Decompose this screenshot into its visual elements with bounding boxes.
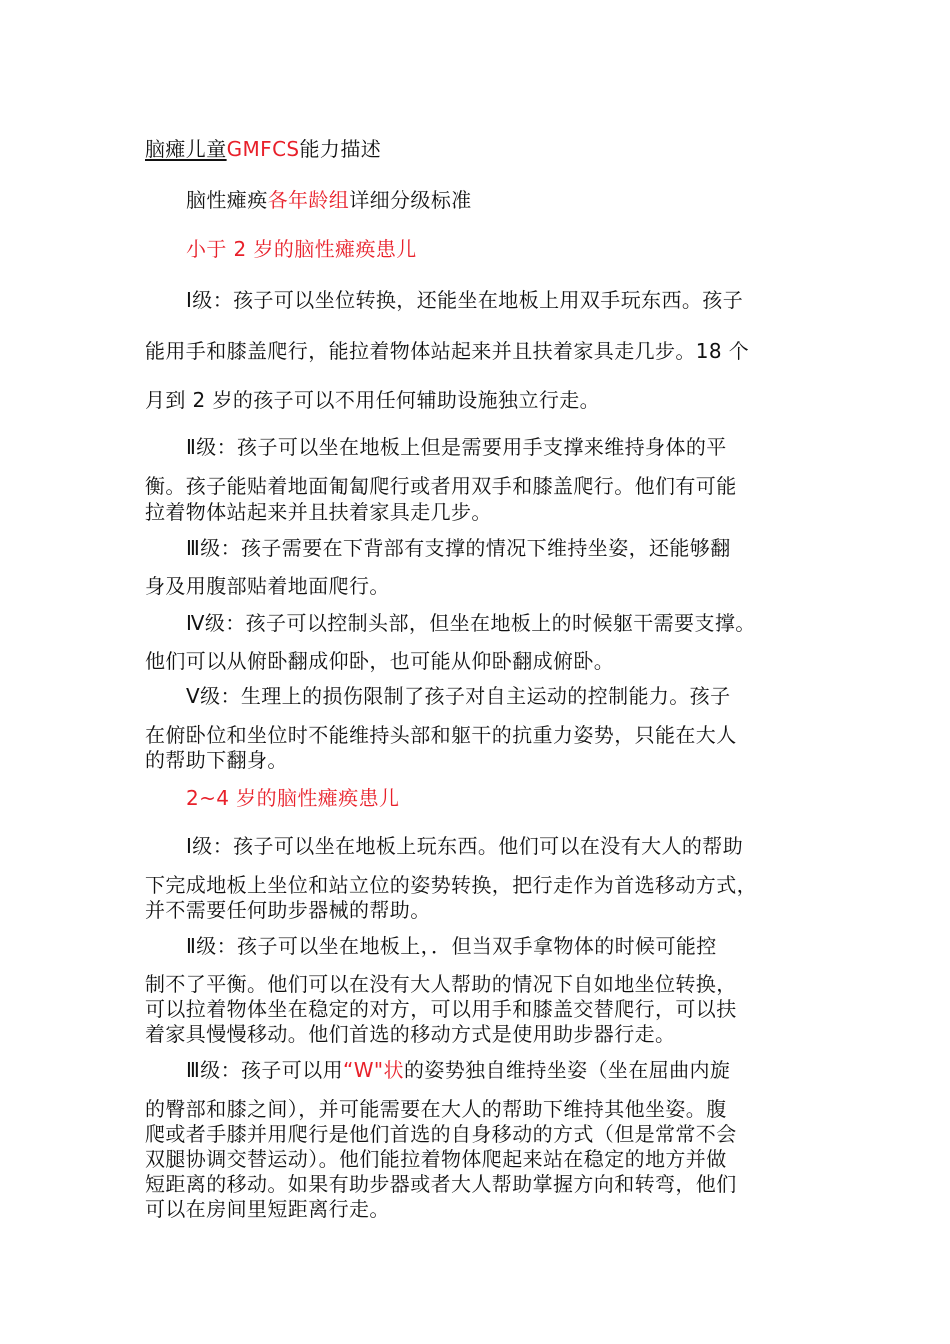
paragraph-line: Ⅰ级：孩子可以坐在地板上玩东西。他们可以在没有大人的帮助 (186, 834, 744, 858)
subtitle-part-1: 脑性瘫痪 (186, 188, 268, 212)
paragraph-line: 能用手和膝盖爬行，能拉着物体站起来并且扶着家具走几步。18 个 (145, 339, 750, 363)
title-part-1: 脑瘫儿童 (145, 137, 227, 161)
paragraph-line: 身及用腹部贴着地面爬行。 (145, 574, 390, 598)
document-subtitle (186, 188, 472, 212)
document-title (145, 137, 381, 161)
section-heading-under-2: 小于 2 岁的脑性瘫痪患儿 (186, 237, 417, 261)
paragraph-line: 短距离的移动。如果有助步器或者大人帮助掌握方向和转弯，他们 (145, 1172, 737, 1196)
paragraph-line: 着家具慢慢移动。他们首选的移动方式是使用助步器行走。 (145, 1022, 676, 1046)
paragraph-line: 衡。孩子能贴着地面匍匐爬行或者用双手和膝盖爬行。他们有可能 (145, 474, 737, 498)
subtitle-part-2: 各年龄组 (267, 188, 350, 212)
title-part-2: GMFCS (226, 137, 300, 161)
paragraph-line: 的臀部和膝之间），并可能需要在大人的帮助下维持其他坐姿。腹 (145, 1097, 727, 1121)
paragraph-line: 可以拉着物体坐在稳定的对方，可以用手和膝盖交替爬行，可以扶 (145, 997, 737, 1021)
paragraph-line: Ⅲ级：孩子需要在下背部有支撑的情况下维持坐姿，还能够翻 (186, 536, 731, 560)
paragraph-line: 并不需要任何助步器械的帮助。 (145, 898, 431, 922)
paragraph-line: 双腿协调交替运动）。他们能拉着物体爬起来站在稳定的地方并做 (145, 1147, 727, 1171)
paragraph-line: 月到 2 岁的孩子可以不用任何辅助设施独立行走。 (145, 388, 601, 412)
highlight-text: “W"状 (343, 1058, 404, 1082)
paragraph-line: 制不了平衡。他们可以在没有大人帮助的情况下自如地坐位转换， (145, 972, 737, 996)
section-heading-2-4: 2~4 岁的脑性瘫痪患儿 (186, 786, 400, 810)
subtitle-part-3: 详细分级标准 (349, 188, 472, 212)
paragraph-line: 他们可以从俯卧翻成仰卧，也可能从仰卧翻成俯卧。 (145, 649, 615, 673)
paragraph-line: Ⅱ级：孩子可以坐在地板上，．但当双手拿物体的时候可能控 (186, 934, 717, 958)
paragraph-line: 下完成地板上坐位和站立位的姿势转换，把行走作为首选移动方式， (145, 873, 757, 897)
paragraph-line: 在俯卧位和坐位时不能维持头部和躯干的抗重力姿势，只能在大人 (145, 723, 737, 747)
paragraph-line: 的帮助下翻身。 (145, 748, 288, 772)
paragraph-line-with-highlight (186, 1058, 730, 1082)
paragraph-line: Ⅳ级：孩子可以控制头部，但坐在地板上的时候躯干需要支撑。 (186, 611, 756, 635)
paragraph-line: Ⅰ级：孩子可以坐位转换，还能坐在地板上用双手玩东西。孩子 (186, 288, 744, 312)
text-span: 的姿势独自维持坐姿（坐在屈曲内旋 (403, 1058, 731, 1082)
text-span: Ⅲ级：孩子可以用 (186, 1058, 343, 1082)
paragraph-line: Ⅱ级：孩子可以坐在地板上但是需要用手支撑来维持身体的平 (186, 435, 727, 459)
paragraph-line: 可以在房间里短距离行走。 (145, 1197, 390, 1221)
paragraph-line: Ⅴ级：生理上的损伤限制了孩子对自主运动的控制能力。孩子 (186, 684, 731, 708)
paragraph-line: 爬或者手膝并用爬行是他们首选的自身移动的方式（但是常常不会 (145, 1122, 737, 1146)
title-part-3: 能力描述 (299, 137, 382, 161)
paragraph-line: 拉着物体站起来并且扶着家具走几步。 (145, 500, 492, 524)
